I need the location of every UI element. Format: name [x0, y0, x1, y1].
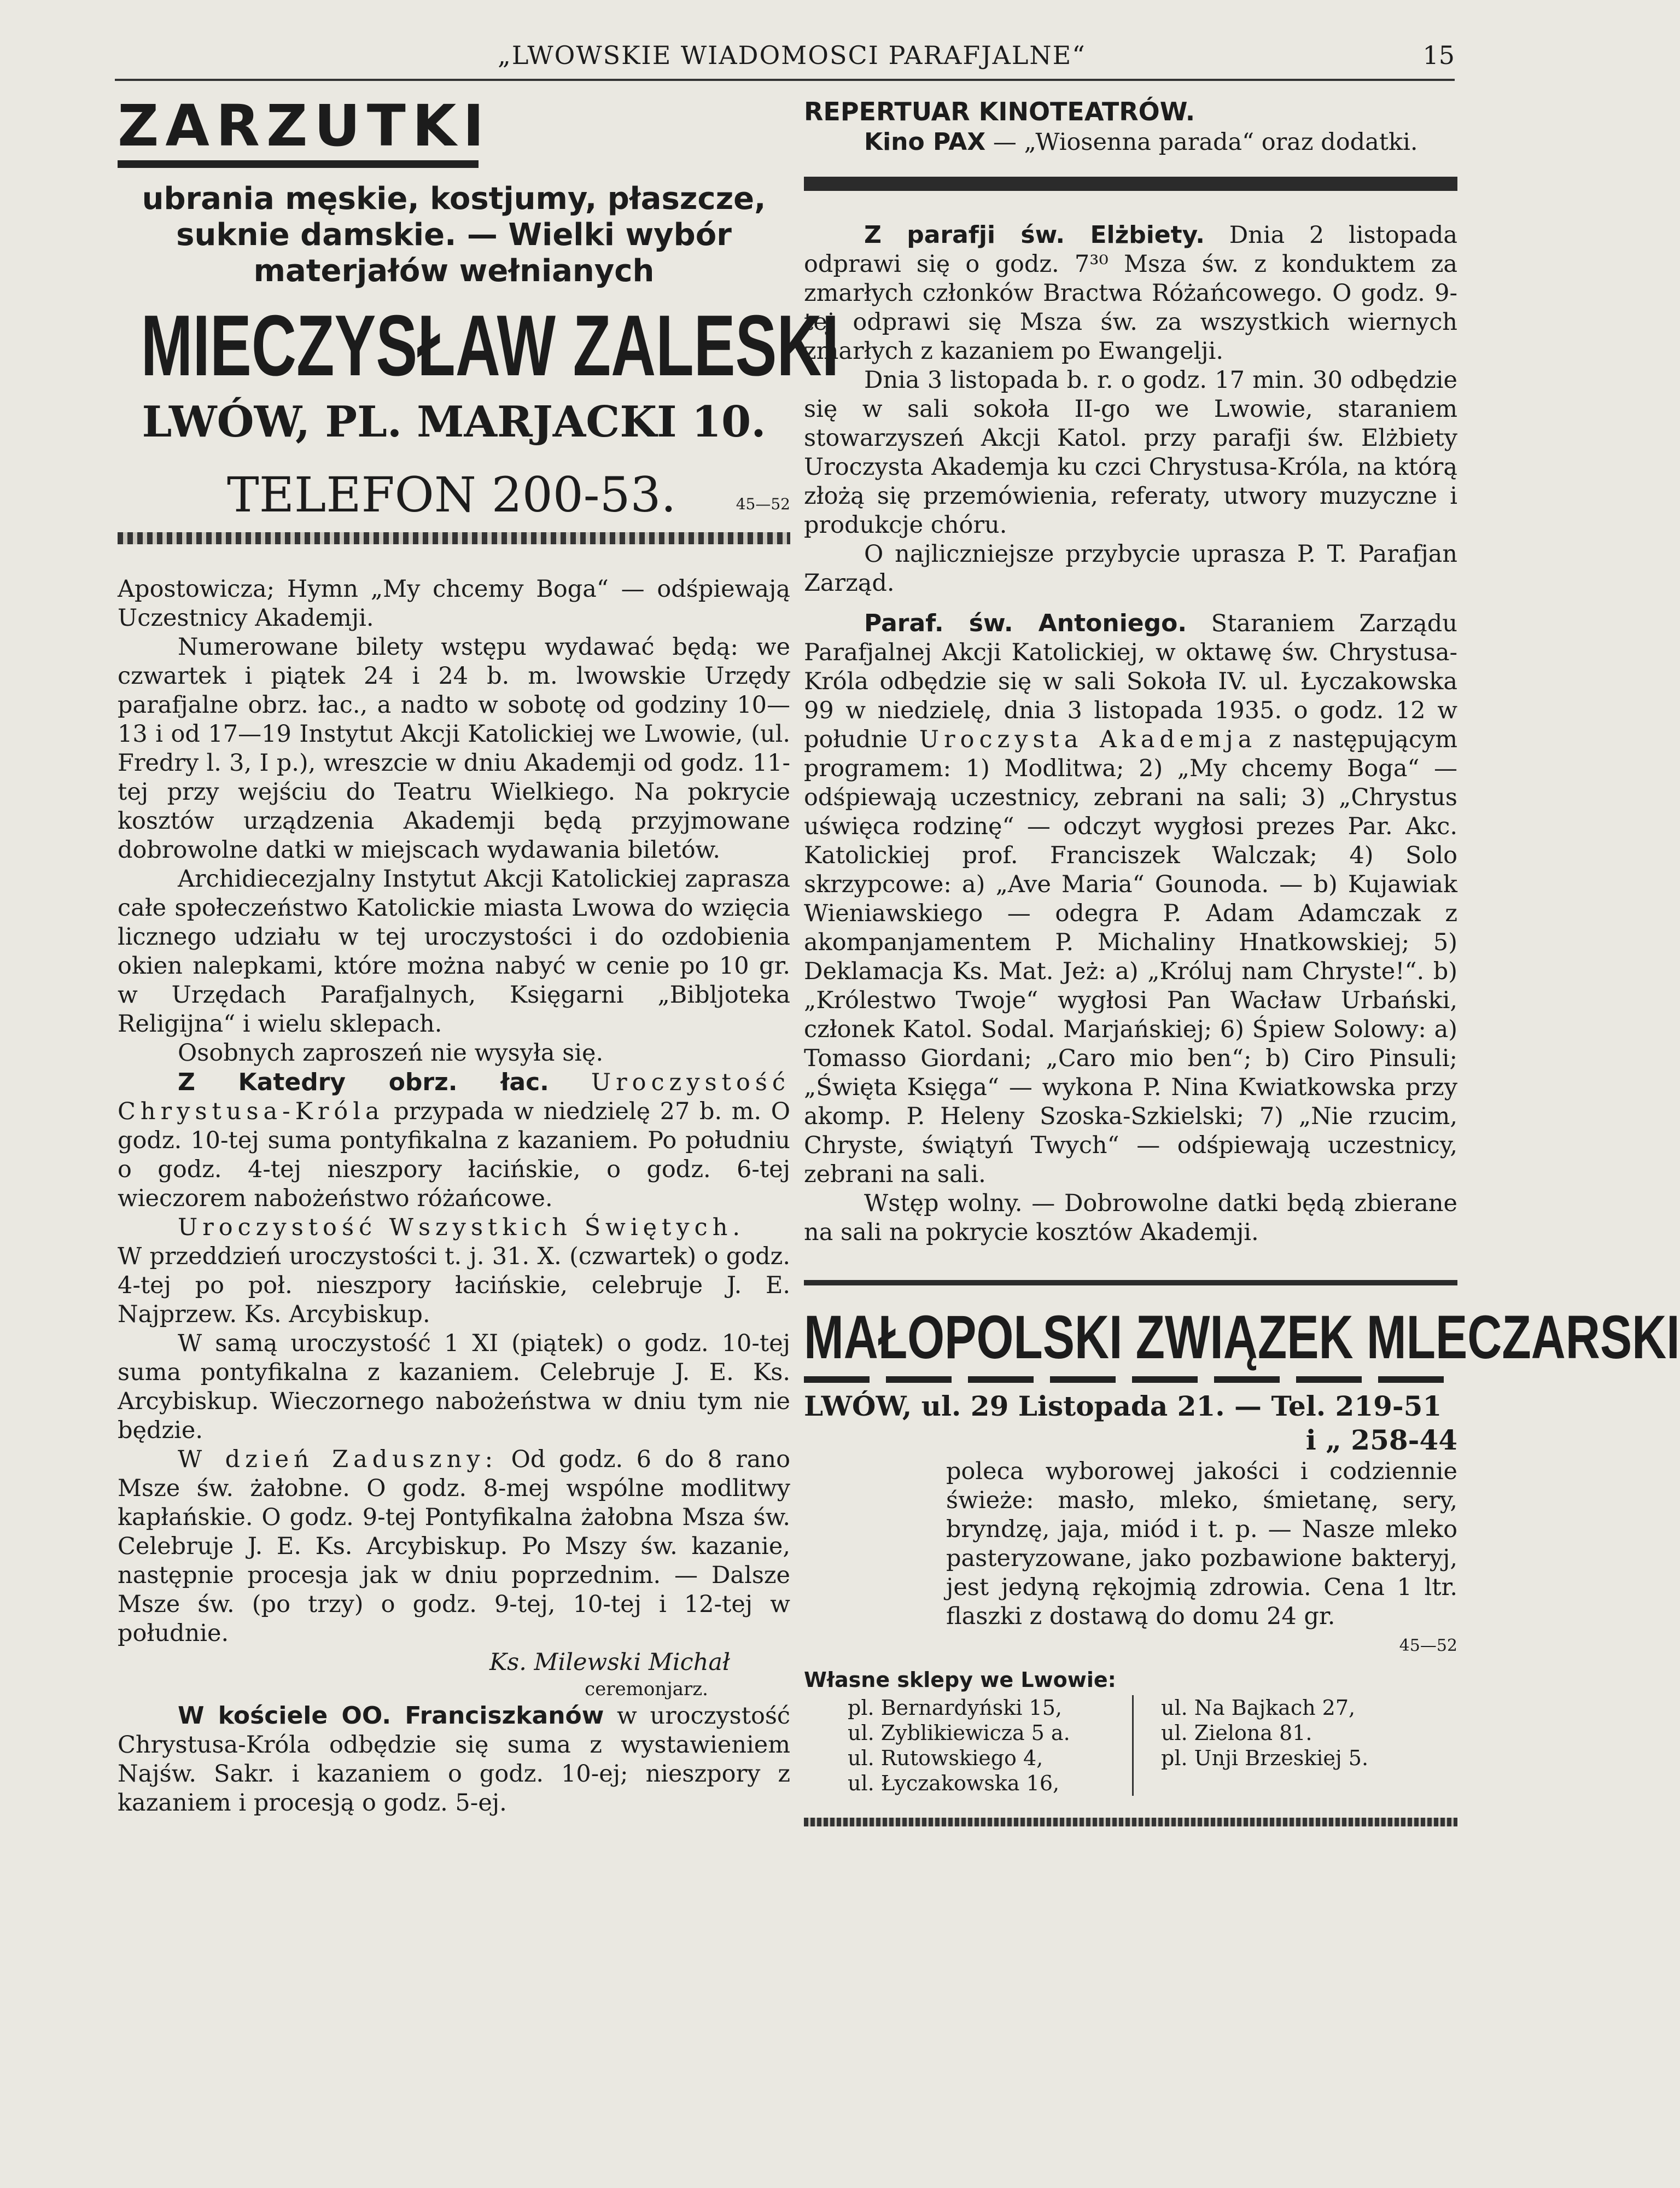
paragraph: Apostowicza; Hymn „My chcemy Boga“ — odśpiewają Uczestnicy Akademji. [118, 575, 790, 632]
dairy-name: MAŁOPOLSKI ZWIĄZEK MLECZARSKI [804, 1303, 1680, 1371]
shops-title: Własne sklepy we Lwowie: [804, 1668, 1116, 1692]
ad-code: 45—52 [736, 495, 790, 513]
paragraph: Osobnych zaproszeń nie wysyła się. [178, 1039, 604, 1067]
shops-list [804, 1695, 1457, 1796]
ad-code: 45—52 [1399, 1636, 1457, 1655]
paragraph: Wstęp wolny. — Dobrowolne datki będą zbierane na sali na pokrycie kosztów Akademji. [804, 1190, 1457, 1246]
section-heading: Z parafji św. Elżbiety. [864, 221, 1205, 249]
tailor-advertisement [118, 92, 839, 544]
zaduszny-text: Od godz. 6 do 8 rano Msze św. żałobne. O godz. 8-mej wspólne modlitwy kapłańskie. O godz. 9-tej Pontyfikalna żałobna Msza św. Celebruje J. E. Ks. Arcybiskup. Po Mszy św. kazanie, następnie procesja jak w dniu poprzednim. — Dalsze Msze św. (po trzy) o godz. 9-tej, 10-tej i 12-tej w południe. [118, 1446, 790, 1647]
elzbieta-text: Dnia 2 listopada odprawi się o godz. 7³⁰ Msza św. z konduktem za zmarłych członków Bractwa Różańcowego. O godz. 9-tej odprawi się Msza św. za wszystkich wiernych zmarłych z kazaniem po Ewangelji. [804, 222, 1458, 365]
paragraph: W przeddzień uroczystości t. j. 31. X. (czwartek) o godz. 4-tej po poł. nieszpory łacińskie, celebruje J. E. Najprzew. Ks. Arcybiskup. [118, 1243, 790, 1328]
repertoire-text: — „Wiosenna parada“ oraz dodatki. [993, 129, 1418, 156]
section-divider [804, 177, 1457, 191]
shop-address: pl. Unji Brzeskiej 5. [1161, 1746, 1369, 1770]
academy-title: Uroczysta Akademja [919, 726, 1257, 753]
ad-telephone-row [118, 467, 790, 521]
katedra-paragraph [118, 1068, 790, 1213]
shop-address: ul. Łyczakowska 16, [848, 1771, 1060, 1795]
section-heading: Paraf. św. Antoniego. [864, 609, 1187, 637]
shop-address: ul. Zyblikiewicza 5 a. [848, 1721, 1070, 1745]
elzbieta-paragraph [804, 220, 1457, 366]
franciszkanie-paragraph [118, 1701, 790, 1818]
signature: Ks. Milewski Michał [489, 1649, 730, 1676]
ad-title: ZARZUTKI [118, 92, 491, 159]
repertoire-paragraph [804, 127, 1457, 157]
page-number: 15 [1422, 40, 1455, 70]
section-divider [804, 1280, 1457, 1285]
repertoire-title: REPERTUAR KINOTEATRÓW. [804, 97, 1195, 126]
shop-address: ul. Zielona 81. [1161, 1721, 1312, 1745]
franciszkanie-text: w uroczystość Chrystusa-Króla odbędzie się suma z wystawieniem Najśw. Sakr. i kazaniem o godz. 10-ej; nieszpory z kazaniem i procesją o godz. 5-ej. [118, 1702, 791, 1817]
shops-column-2 [1134, 1695, 1368, 1796]
cinema-name: Kino PAX [864, 128, 986, 156]
dairy-rule [804, 1376, 1457, 1383]
zaduszny-title: W dzień Zaduszny: [178, 1446, 498, 1473]
ad-telephone: TELEFON 200-53. [227, 467, 676, 523]
dairy-telephone-2: i „ 258-44 [1305, 1424, 1457, 1456]
dairy-description: poleca wyborowej jakości i codziennie świeże: masło, mleko, śmietanę, sery, bryndzę, jaja, miód i t. p. — Nasze mleko pasteryzowane, jako pozbawione bakteryj, jest jedyną rękojmią zdrowia. Cena 1 ltr. flaszki z dostawą do domu 24 gr. [946, 1458, 1457, 1630]
shops-column-1 [804, 1695, 1134, 1796]
section-heading: W kościele OO. Franciszkanów [178, 1702, 604, 1730]
paragraph: Dnia 3 listopada b. r. o godz. 17 min. 30 odbędzie się w sali sokoła II-go we Lwowie, staraniem stowarzyszeń Akcji Katol. przy parafji św. Elżbiety Uroczysta Akademja ku czci Chrystusa-Króla, na którą złożą się przemówienia, referaty, utwory muzyczne i produkcje chóru. [804, 366, 1457, 539]
ad-goods: ubrania męskie, kostjumy, płaszcze, suknie damskie. — Wielki wybór materjałów wełnianych [142, 181, 766, 289]
paragraph: Numerowane bilety wstępu wydawać będą: we czwartek i piątek 24 i 24 b. m. lwowskie Urzędy parafjalne obrz. łac., a nadto w sobotę od godziny 10—13 i od 17—19 Instytut Akcji Katolickiej we Lwowie, (ul. Fredry l. 3, I p.), wreszcie w dniu Akademji od godz. 11-tej przy wejściu do Teatru Wielkiego. Na pokrycie kosztów urządzenia Akademji będą przyjmowane dobrowolne datki w miejscach wydawania biletów. [118, 633, 790, 864]
paragraph: Archidiecezjalny Instytut Akcji Katolickiej zaprasza całe społeczeństwo Katolickie miasta Lwowa do wzięcia licznego udziału w tej uroczystości i do ozdobienia okien nalepkami, które można nabyć w cenie po 10 gr. w Urzędach Parafjalnych, Księgarni „Bibljoteka Religijna“ i wielu sklepach. [118, 865, 790, 1038]
section-heading: Z Katedry obrz. łac. [178, 1068, 549, 1096]
periodical-title: „LWOWSKIE WIADOMOSCI PARAFJALNE“ [498, 40, 1086, 70]
antoni-program: z następującym programem: 1) Modlitwa; 2) „My chcemy Boga“ — odśpiewają uczestnicy, zebrani na sali; 3) „Chrystus uświęca rodzinę“ — odczyt wygłosi prezes Par. Akc. Katolickiej prof. Franciszek Walczak; 4) Solo skrzypcowe: a) „Ave Maria“ Gounoda. — b) Kujawiak Wieniawskiego — odegra P. Adam Adamczak z akompanjamentem P. Michaliny Hnatkowskiej; 5) Deklamacja Ks. Mat. Jeż: a) „Króluj nam Chryste!“. b) „Królestwo Twoje“ wygłosi Pan Wacław Urbański, członek Katol. Sodal. Marjańskiej; 6) Śpiew Solowy: a) Tomasso Giordani; „Caro mio ben“; b) Ciro Pinsuli; „Święta Księga“ — wykona P. Nina Kwiatkowska przy akomp. P. Heleny Szoska-Szkielski; 7) „Nie rzucim, Chryste, świątyń Twych“ — odśpiewają uczestnicy, zebrani na sali. [804, 726, 1457, 1188]
zaduszny-paragraph [118, 1445, 790, 1648]
antoni-paragraph [804, 609, 1457, 1189]
feast-name: Uroczystość Chrystusa-Króla [118, 1069, 790, 1125]
dairy-advertisement [804, 1302, 1680, 1826]
ad-address: LWÓW, PL. MARJACKI 10. [142, 397, 766, 447]
paragraph: W samą uroczystość 1 XI (piątek) o godz. 10-tej suma pontyfikalna z kazaniem. Celebruje J. E. Ks. Arcybiskup. Wieczornego nabożeństwa w dniu tym nie będzie. [118, 1330, 790, 1444]
katedra-text: przypada w niedzielę 27 b. m. O godz. 10-tej suma pontyfikalna z kazaniem. Po południu o godz. 4-tej nieszpory łacińskie, o godz. 6-tej wieczorem nabożeństwo różańcowe. [118, 1098, 791, 1212]
shop-address: ul. Rutowskiego 4, [848, 1746, 1043, 1770]
bottom-border [804, 1818, 1457, 1826]
page-header [115, 40, 1455, 81]
paragraph: O najliczniejsze przybycie uprasza P. T. Parafjan Zarząd. [804, 540, 1457, 597]
shop-address: pl. Bernardyński 15, [848, 1696, 1062, 1720]
shop-address: ul. Na Bajkach 27, [1161, 1696, 1356, 1720]
signature-role: ceremonjarz. [585, 1678, 708, 1700]
dairy-address: LWÓW, ul. 29 Listopada 21. — Tel. 219-51 [804, 1390, 1442, 1422]
decorative-border [118, 532, 790, 544]
all-saints-title: Uroczystość Wszystkich Świętych. [178, 1214, 745, 1241]
right-column [804, 96, 1680, 1826]
antoni-text: Staraniem Zarządu Parafjalnej Akcji Katolickiej, w oktawę św. Chrystusa-Króla odbędzie się w sali Sokoła IV. ul. Łyczakowska 99 w niedzielę, dnia 3 listopada 1935. o godz. 12 w południe [804, 610, 1458, 753]
ad-business-name: MIECZYSŁAW ZALESKI [141, 298, 839, 394]
left-column [118, 92, 839, 1818]
ad-title-rule [118, 160, 479, 168]
